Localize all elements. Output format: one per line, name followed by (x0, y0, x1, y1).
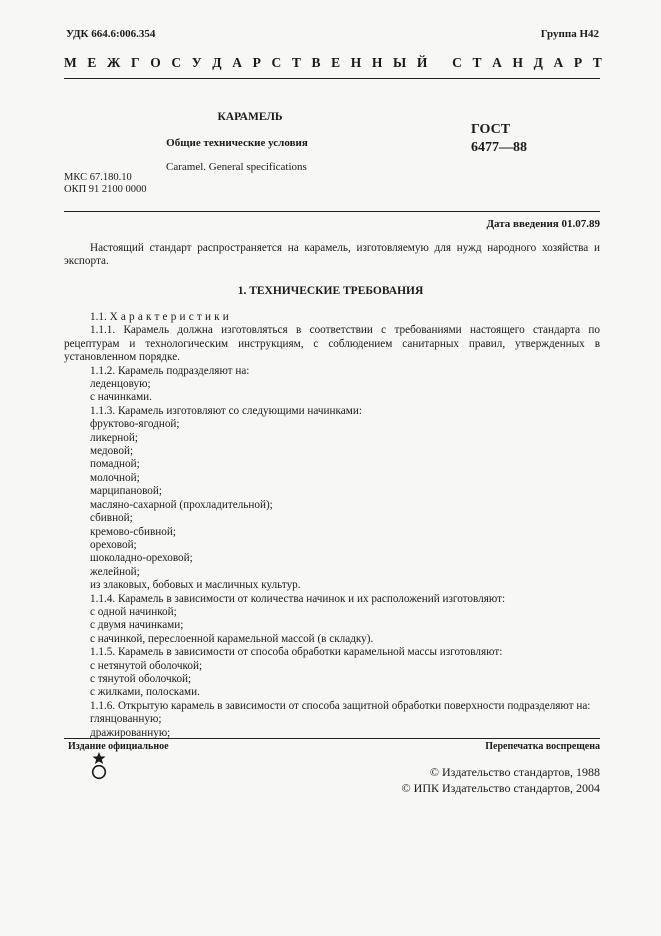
quality-mark-icon (90, 752, 108, 785)
list-item: глянцованную; (90, 713, 162, 726)
clause-1-1-5: 1.1.5. Карамель в зависимости от способа обработки карамельной массы изготовляют: (90, 646, 503, 659)
list-item: кремово-сбивной; (90, 525, 176, 538)
heading-letter: С (452, 55, 462, 70)
udk-code: УДК 664.6:006.354 (66, 28, 156, 40)
heading-letter: Т (291, 55, 301, 70)
heading-letter: Т (472, 55, 482, 70)
heading-letter: С (271, 55, 282, 70)
heading-letter: В (311, 55, 321, 70)
section-title: 1. ТЕХНИЧЕСКИЕ ТРЕБОВАНИЯ (237, 285, 424, 297)
list-item: с двумя начинками; (90, 619, 184, 632)
heading-letter: Ы (393, 55, 407, 70)
heading-letter: Т (592, 55, 602, 70)
okp-code: ОКП 91 2100 0000 (64, 184, 147, 195)
document-subtitle: Общие технические условия (166, 137, 308, 149)
list-item: дражированную; (90, 726, 171, 739)
clause-1-1-1: 1.1.1. Карамель должна изготовляться в соответствии с требованиями настоящего стандарта по рецептурам и технологическим инструкциям, с соблюдением санитарных правил, утвержденных в установленном порядке. (64, 324, 600, 364)
list-item: желейной; (90, 565, 140, 578)
section-body (64, 311, 600, 740)
heading-letter: Д (533, 55, 543, 70)
list-item: с начинками. (90, 391, 152, 404)
heading-letter: Р (252, 55, 261, 70)
clause-1-1-6: 1.1.6. Открытую карамель в зависимости от способа защитной обработки поверхности подразделяют на: (90, 699, 591, 712)
gost-label: ГОСТ (471, 122, 511, 137)
list-item: с тянутой оболочкой; (90, 672, 192, 685)
list-item: с нетянутой оболочкой; (90, 659, 203, 672)
list-item: сбивной; (90, 512, 133, 525)
heading-letter: Р (573, 55, 583, 70)
list-1-1-2 (64, 378, 600, 405)
date-rule (64, 211, 600, 212)
list-item: марципановой; (90, 485, 162, 498)
list-item: масляно-сахарной (прохладительной); (90, 498, 273, 511)
clause-number: 1.1. (90, 311, 107, 323)
header-rule (64, 78, 600, 79)
heading-letter: А (553, 55, 564, 70)
clause-1-1-2: 1.1.2. Карамель подразделяют на: (90, 364, 250, 377)
reprint-notice: Перепечатка воспрещена (485, 741, 600, 752)
gost-designation (471, 121, 527, 157)
clause-1-1 (64, 311, 600, 324)
heading-letter: А (232, 55, 242, 70)
gost-number: 6477—88 (471, 140, 527, 155)
list-item: молочной; (90, 471, 140, 484)
heading-letter: Д (212, 55, 222, 70)
list-item: с одной начинкой; (90, 605, 177, 618)
list-item: леденцовую; (90, 378, 151, 391)
heading-letter: Н (512, 55, 523, 70)
english-title: Caramel. General specifications (166, 161, 307, 173)
copyright-1988: © Издательство стандартов, 1988 (429, 765, 600, 779)
heading-letter: Е (87, 55, 97, 70)
list-item: фруктово-ягодной; (90, 418, 180, 431)
clause-1-1-4: 1.1.4. Карамель в зависимости от количества начинок и их расположений изготовляют: (90, 592, 506, 605)
list-item: ореховой; (90, 538, 137, 551)
footer-rule (64, 738, 600, 739)
list-item: шоколадно-ореховой; (90, 552, 193, 565)
heading-letter: Г (131, 55, 140, 70)
list-1-1-4 (64, 606, 600, 646)
clause-1-1-3: 1.1.3. Карамель изготовляют со следующими начинками: (90, 404, 362, 417)
heading-letter: М (64, 55, 77, 70)
introduction-date: Дата введения 01.07.89 (486, 218, 600, 230)
group-code: Группа Н42 (540, 28, 599, 40)
document-title: КАРАМЕЛЬ (217, 111, 283, 123)
list-1-1-3 (64, 418, 600, 592)
classification-codes (64, 172, 147, 196)
heading-letter: Ж (107, 55, 121, 70)
heading-letter: Н (371, 55, 383, 70)
copyright-2004: © ИПК Издательство стандартов, 2004 (401, 781, 600, 795)
list-item: из злаковых, бобовых и масличных культур. (90, 579, 301, 592)
list-item: с жилками, полосками. (90, 686, 200, 699)
clause-label: Характеристики (109, 311, 232, 323)
heading-letter: А (492, 55, 502, 70)
standard-heading (64, 55, 602, 71)
intro-text: Настоящий стандарт распространяется на карамель, изготовляемую для нужд народного хозяйства и экспорта. (64, 242, 600, 268)
heading-letter: С (171, 55, 182, 70)
mks-code: МКС 67.180.10 (64, 172, 132, 183)
list-item: помадной; (90, 458, 140, 471)
list-item: ликерной; (90, 431, 138, 444)
heading-letter: Е (331, 55, 341, 70)
heading-letter: У (191, 55, 202, 70)
list-item: медовой; (90, 445, 134, 458)
list-item: с начинкой, переслоенной карамельной массой (в складку). (90, 632, 374, 645)
heading-letter: Н (350, 55, 362, 70)
heading-letter (438, 55, 441, 71)
heading-letter: О (150, 55, 161, 70)
heading-letter: Й (416, 55, 428, 70)
list-1-1-5 (64, 660, 600, 700)
intro-paragraph (64, 242, 600, 269)
list-1-1-6 (64, 713, 600, 740)
official-edition: Издание официальное (68, 741, 169, 752)
